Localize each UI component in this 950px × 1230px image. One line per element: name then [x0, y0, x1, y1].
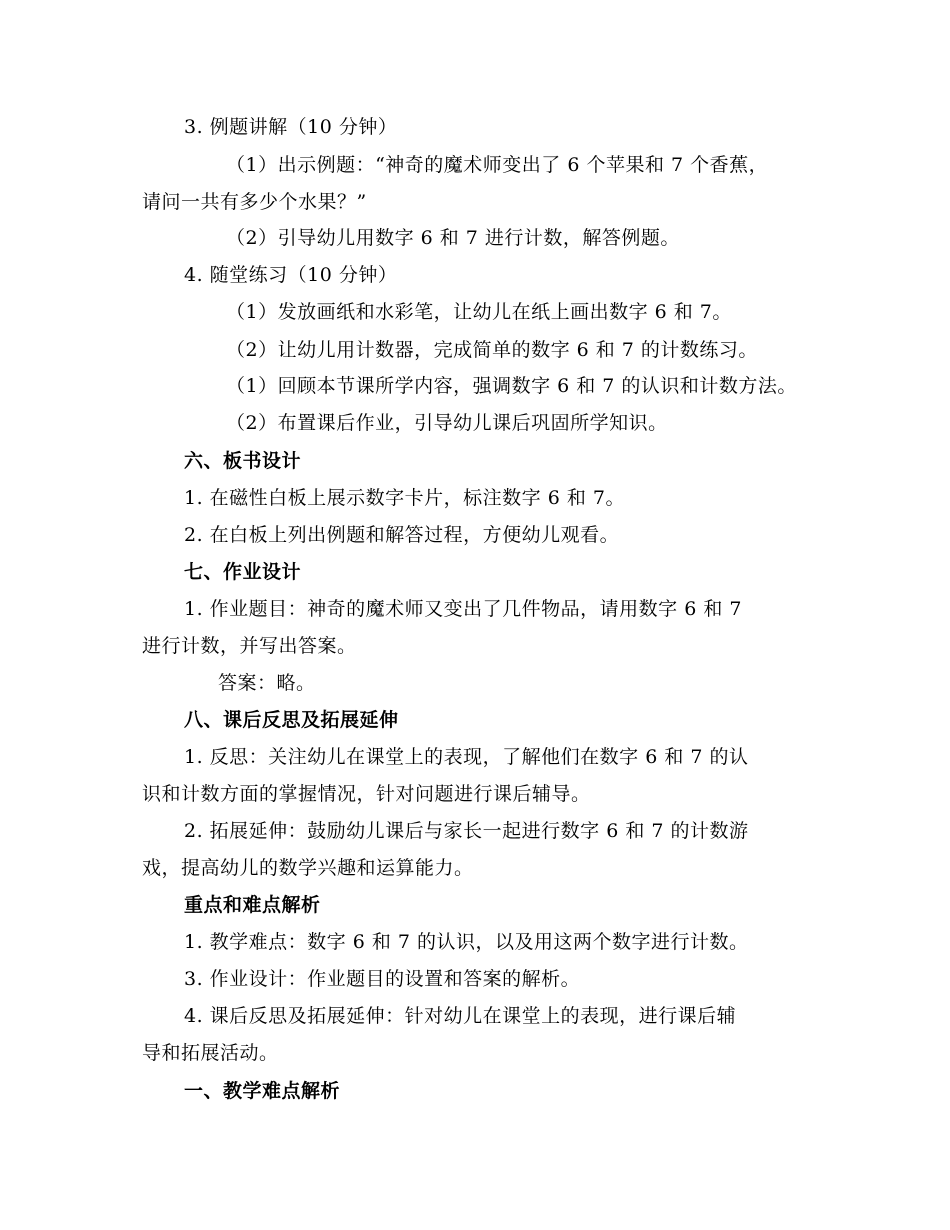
paragraph-line: 请问一共有多少个水果？” [142, 191, 367, 213]
paragraph-line: 识和计数方面的掌握情况，针对问题进行课后辅导。 [142, 783, 591, 805]
list-item: 1. 反思：关注幼儿在课堂上的表现，了解他们在数字 6 和 7 的认 [184, 746, 749, 768]
list-item: 4. 课后反思及拓展延伸：针对幼儿在课堂上的表现，进行课后辅 [184, 1005, 737, 1027]
section-item-3: 3. 例题讲解（10 分钟） [184, 116, 398, 138]
paragraph-line: （1）回顾本节课所学内容，强调数字 6 和 7 的认识和计数方法。 [226, 375, 797, 397]
section-heading: 重点和难点解析 [184, 894, 321, 916]
paragraph-line: （1）出示例题：“神奇的魔术师变出了 6 个苹果和 7 个香蕉， [226, 154, 769, 176]
paragraph-line: 戏，提高幼儿的数学兴趣和运算能力。 [142, 857, 474, 879]
list-item: 1. 在磁性白板上展示数字卡片，标注数字 6 和 7。 [184, 487, 625, 509]
list-item: 2. 拓展延伸：鼓励幼儿课后与家长一起进行数字 6 和 7 的计数游 [184, 820, 749, 842]
section-heading: 八、课后反思及拓展延伸 [184, 709, 399, 731]
paragraph-line: （2）引导幼儿用数字 6 和 7 进行计数，解答例题。 [226, 227, 680, 249]
list-item: 3. 作业设计：作业题目的设置和答案的解析。 [184, 968, 581, 990]
paragraph-line: （2）让幼儿用计数器，完成简单的数字 6 和 7 的计数练习。 [226, 339, 758, 361]
paragraph-line: 进行计数，并写出答案。 [142, 635, 357, 657]
list-item: 1. 教学难点：数字 6 和 7 的认识，以及用这两个数字进行计数。 [184, 931, 749, 953]
paragraph-line: （1）发放画纸和水彩笔，让幼儿在纸上画出数字 6 和 7。 [226, 301, 732, 323]
list-item: 1. 作业题目：神奇的魔术师又变出了几件物品，请用数字 6 和 7 [184, 598, 742, 620]
paragraph-line: （2）布置课后作业，引导幼儿课后巩固所学知识。 [226, 412, 668, 434]
section-heading: 六、板书设计 [184, 450, 302, 472]
list-item: 2. 在白板上列出例题和解答过程，方便幼儿观看。 [184, 524, 620, 546]
section-heading: 一、教学难点解析 [184, 1080, 341, 1102]
answer-line: 答案：略。 [218, 672, 316, 694]
section-item-4: 4. 随堂练习（10 分钟） [184, 264, 398, 286]
section-heading: 七、作业设计 [184, 561, 302, 583]
paragraph-line: 导和拓展活动。 [142, 1042, 279, 1064]
